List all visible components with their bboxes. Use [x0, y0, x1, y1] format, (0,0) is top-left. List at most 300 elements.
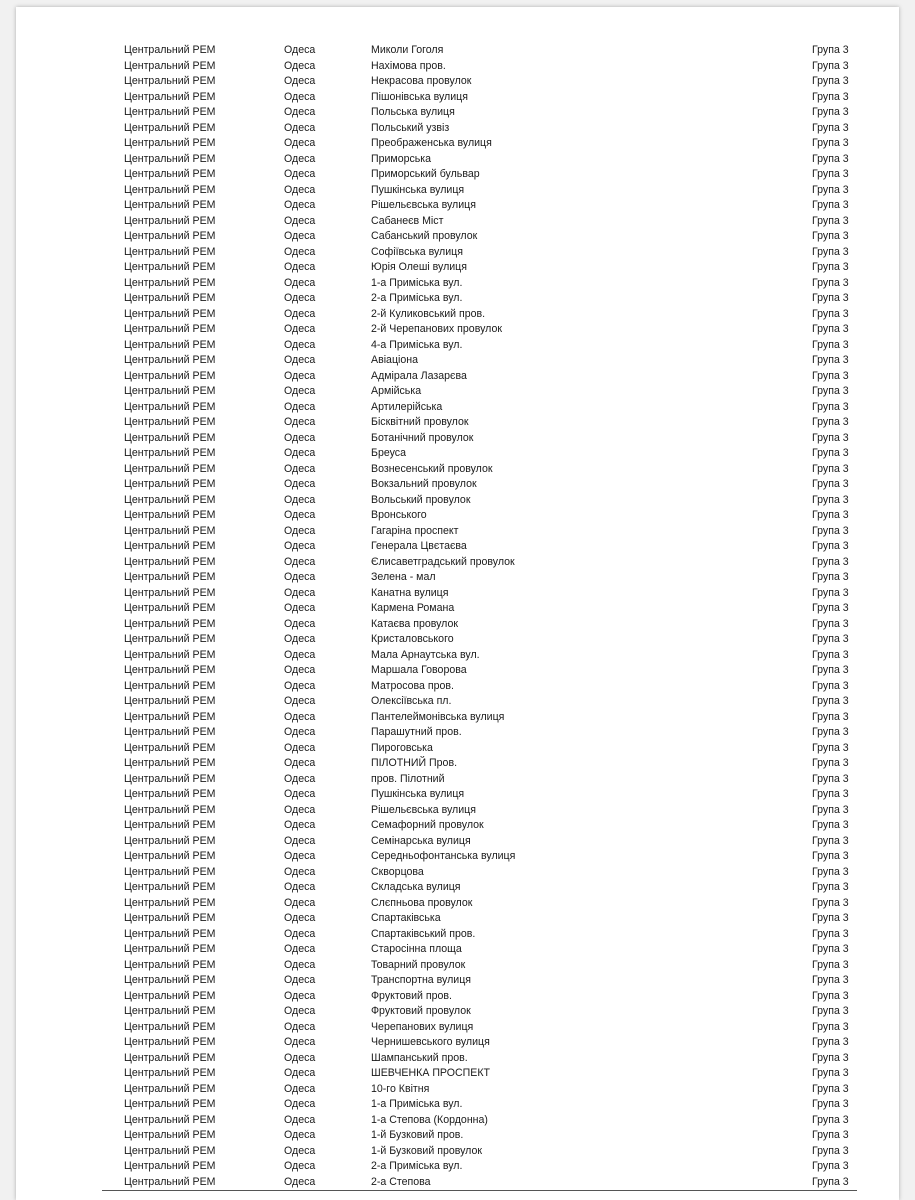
group-cell: Група 3	[812, 509, 849, 521]
city-cell: Одеса	[284, 369, 316, 382]
street-cell: Вознесенський провулок	[371, 462, 493, 475]
city-cell: Одеса	[284, 292, 316, 304]
group-cell: Група 3	[812, 974, 849, 986]
city-cell: Одеса	[284, 214, 316, 227]
group-cell: Група 3	[812, 323, 849, 335]
district-cell: Центральний РЕМ	[124, 1051, 216, 1064]
city-cell: Одеса	[284, 757, 316, 769]
street-cell: Фруктовий пров.	[371, 989, 452, 1002]
street-cell: 1-а Степова (Кордонна)	[371, 1113, 488, 1126]
district-cell: Центральний РЕМ	[124, 44, 216, 56]
table-row	[16, 803, 899, 819]
street-cell: 1-й Бузковий пров.	[371, 1129, 464, 1141]
district-cell: Центральний РЕМ	[124, 245, 216, 258]
city-cell: Одеса	[284, 354, 316, 366]
city-cell: Одеса	[284, 230, 316, 242]
district-cell: Центральний РЕМ	[124, 834, 216, 847]
street-cell: Сабанський провулок	[371, 230, 478, 242]
district-cell: Центральний РЕМ	[124, 447, 216, 459]
city-cell: Одеса	[284, 726, 316, 738]
group-cell: Група 3	[812, 261, 849, 273]
city-cell: Одеса	[284, 555, 316, 568]
group-cell: Група 3	[812, 183, 849, 196]
group-cell: Група 3	[812, 834, 849, 847]
district-cell: Центральний РЕМ	[124, 59, 216, 72]
city-cell: Одеса	[284, 1160, 316, 1172]
street-cell: Нахімова пров.	[371, 59, 446, 72]
group-cell: Група 3	[812, 617, 849, 630]
city-cell: Одеса	[284, 121, 316, 134]
city-cell: Одеса	[284, 75, 316, 87]
street-cell: Миколи Гоголя	[371, 44, 444, 56]
table-row	[16, 353, 899, 369]
table-row	[16, 725, 899, 741]
street-cell: 1-й Бузковий провулок	[371, 1144, 483, 1157]
street-cell: Пішонівська вулиця	[371, 90, 468, 103]
city-cell: Одеса	[284, 323, 316, 335]
city-cell: Одеса	[284, 431, 316, 444]
street-cell: Мала Арнаутська вул.	[371, 648, 480, 661]
district-cell: Центральний РЕМ	[124, 276, 216, 289]
city-cell: Одеса	[284, 850, 316, 862]
group-cell: Група 3	[812, 788, 849, 800]
table-row	[16, 942, 899, 958]
district-cell: Центральний РЕМ	[124, 261, 216, 273]
district-cell: Центральний РЕМ	[124, 385, 216, 397]
table-row	[16, 214, 899, 230]
street-cell: 1-а Приміська вул.	[371, 1098, 463, 1110]
group-cell: Група 3	[812, 540, 849, 552]
district-cell: Центральний РЕМ	[124, 106, 216, 118]
group-cell: Група 3	[812, 633, 849, 645]
district-cell: Центральний РЕМ	[124, 912, 216, 924]
street-cell: Спартаківська	[371, 912, 441, 924]
city-cell: Одеса	[284, 1005, 316, 1017]
table-row	[16, 539, 899, 555]
district-cell: Центральний РЕМ	[124, 478, 216, 490]
city-cell: Одеса	[284, 1113, 316, 1126]
district-cell: Центральний РЕМ	[124, 865, 216, 878]
group-cell: Група 3	[812, 369, 849, 382]
city-cell: Одеса	[284, 261, 316, 273]
table-row	[16, 818, 899, 834]
city-cell: Одеса	[284, 819, 316, 831]
district-cell: Центральний РЕМ	[124, 648, 216, 661]
district-cell: Центральний РЕМ	[124, 1098, 216, 1110]
table-row	[16, 1004, 899, 1020]
district-cell: Центральний РЕМ	[124, 369, 216, 382]
district-cell: Центральний РЕМ	[124, 1067, 216, 1079]
city-cell: Одеса	[284, 509, 316, 521]
table-row	[16, 694, 899, 710]
table-row	[16, 90, 899, 106]
street-cell: Приморська	[371, 152, 432, 165]
table-row	[16, 648, 899, 664]
table-row	[16, 493, 899, 509]
street-cell: Канатна вулиця	[371, 586, 449, 599]
street-cell: Єлисаветградський провулок	[371, 555, 515, 568]
district-cell: Центральний РЕМ	[124, 230, 216, 242]
city-cell: Одеса	[284, 1051, 316, 1064]
district-cell: Центральний РЕМ	[124, 214, 216, 227]
group-cell: Група 3	[812, 1005, 849, 1017]
table-row	[16, 1066, 899, 1082]
table-row	[16, 508, 899, 524]
city-cell: Одеса	[284, 912, 316, 924]
table-row	[16, 307, 899, 323]
group-cell: Група 3	[812, 865, 849, 878]
schedule-table	[16, 43, 899, 1190]
district-cell: Центральний РЕМ	[124, 695, 216, 707]
city-cell: Одеса	[284, 1082, 316, 1095]
street-cell: 2-й Куликовський пров.	[371, 307, 486, 320]
district-cell: Центральний РЕМ	[124, 819, 216, 831]
street-cell: Юрія Олеші вулиця	[371, 261, 467, 273]
district-cell: Центральний РЕМ	[124, 974, 216, 986]
district-cell: Центральний РЕМ	[124, 1175, 216, 1188]
street-cell: Софіївська вулиця	[371, 245, 463, 258]
group-cell: Група 3	[812, 772, 849, 785]
group-cell: Група 3	[812, 896, 849, 909]
table-row	[16, 59, 899, 75]
city-cell: Одеса	[284, 927, 316, 940]
city-cell: Одеса	[284, 1175, 316, 1188]
table-row	[16, 710, 899, 726]
city-cell: Одеса	[284, 1020, 316, 1033]
table-row	[16, 586, 899, 602]
table-row	[16, 446, 899, 462]
district-cell: Центральний РЕМ	[124, 958, 216, 971]
group-cell: Група 3	[812, 648, 849, 661]
group-cell: Група 3	[812, 1051, 849, 1064]
city-cell: Одеса	[284, 1067, 316, 1079]
table-row	[16, 167, 899, 183]
district-cell: Центральний РЕМ	[124, 1005, 216, 1017]
group-cell: Група 3	[812, 354, 849, 366]
table-row	[16, 741, 899, 757]
city-cell: Одеса	[284, 881, 316, 893]
table-row	[16, 896, 899, 912]
city-cell: Одеса	[284, 989, 316, 1002]
district-cell: Центральний РЕМ	[124, 803, 216, 816]
bottom-rule	[102, 1190, 857, 1191]
district-cell: Центральний РЕМ	[124, 927, 216, 940]
street-cell: Фруктовий провулок	[371, 1005, 471, 1017]
group-cell: Група 3	[812, 121, 849, 134]
district-cell: Центральний РЕМ	[124, 555, 216, 568]
city-cell: Одеса	[284, 695, 316, 707]
group-cell: Група 3	[812, 555, 849, 568]
table-row	[16, 958, 899, 974]
table-row	[16, 229, 899, 245]
table-row	[16, 927, 899, 943]
city-cell: Одеса	[284, 664, 316, 676]
district-cell: Центральний РЕМ	[124, 1113, 216, 1126]
street-cell: Бісквітний провулок	[371, 416, 469, 428]
city-cell: Одеса	[284, 59, 316, 72]
street-cell: Авіаціона	[371, 354, 418, 366]
table-row	[16, 570, 899, 586]
table-row	[16, 1051, 899, 1067]
group-cell: Група 3	[812, 214, 849, 227]
table-row	[16, 338, 899, 354]
city-cell: Одеса	[284, 168, 316, 180]
city-cell: Одеса	[284, 540, 316, 552]
group-cell: Група 3	[812, 199, 849, 211]
group-cell: Група 3	[812, 152, 849, 165]
group-cell: Група 3	[812, 1160, 849, 1172]
group-cell: Група 3	[812, 1113, 849, 1126]
document-page	[16, 7, 899, 1200]
district-cell: Центральний РЕМ	[124, 881, 216, 893]
group-cell: Група 3	[812, 1129, 849, 1141]
city-cell: Одеса	[284, 803, 316, 816]
district-cell: Центральний РЕМ	[124, 1036, 216, 1048]
street-cell: Спартаківський пров.	[371, 927, 476, 940]
group-cell: Група 3	[812, 602, 849, 614]
table-row	[16, 152, 899, 168]
table-row	[16, 74, 899, 90]
street-cell: Рішельєвська вулиця	[371, 803, 476, 816]
table-row	[16, 787, 899, 803]
street-cell: Приморський бульвар	[371, 168, 480, 180]
city-cell: Одеса	[284, 524, 316, 537]
street-cell: Маршала Говорова	[371, 664, 467, 676]
city-cell: Одеса	[284, 183, 316, 196]
district-cell: Центральний РЕМ	[124, 586, 216, 599]
district-cell: Центральний РЕМ	[124, 183, 216, 196]
group-cell: Група 3	[812, 44, 849, 56]
city-cell: Одеса	[284, 710, 316, 723]
table-row	[16, 679, 899, 695]
table-row	[16, 1175, 899, 1191]
group-cell: Група 3	[812, 106, 849, 118]
district-cell: Центральний РЕМ	[124, 90, 216, 103]
district-cell: Центральний РЕМ	[124, 152, 216, 165]
group-cell: Група 3	[812, 710, 849, 723]
group-cell: Група 3	[812, 943, 849, 955]
group-cell: Група 3	[812, 958, 849, 971]
table-row	[16, 1144, 899, 1160]
table-row	[16, 245, 899, 261]
group-cell: Група 3	[812, 478, 849, 490]
street-cell: Чернишевського вулиця	[371, 1036, 490, 1048]
group-cell: Група 3	[812, 912, 849, 924]
street-cell: Бреуса	[371, 447, 406, 459]
table-row	[16, 477, 899, 493]
street-cell: 2-й Черепанових провулок	[371, 323, 502, 335]
street-cell: 1-а Приміська вул.	[371, 276, 463, 289]
street-cell: Катаєва провулок	[371, 617, 459, 630]
group-cell: Група 3	[812, 431, 849, 444]
group-cell: Група 3	[812, 989, 849, 1002]
city-cell: Одеса	[284, 958, 316, 971]
city-cell: Одеса	[284, 276, 316, 289]
street-cell: Скворцова	[371, 865, 424, 878]
group-cell: Група 3	[812, 881, 849, 893]
district-cell: Центральний РЕМ	[124, 431, 216, 444]
district-cell: Центральний РЕМ	[124, 633, 216, 645]
district-cell: Центральний РЕМ	[124, 509, 216, 521]
district-cell: Центральний РЕМ	[124, 416, 216, 428]
table-row	[16, 322, 899, 338]
table-row	[16, 43, 899, 59]
city-cell: Одеса	[284, 493, 316, 506]
street-cell: ПІЛОТНИЙ Пров.	[371, 757, 458, 769]
table-row	[16, 865, 899, 881]
table-row	[16, 632, 899, 648]
district-cell: Центральний РЕМ	[124, 75, 216, 87]
group-cell: Група 3	[812, 664, 849, 676]
table-row	[16, 1082, 899, 1098]
table-row	[16, 756, 899, 772]
table-row	[16, 555, 899, 571]
street-cell: Вольський провулок	[371, 493, 471, 506]
group-cell: Група 3	[812, 1144, 849, 1157]
table-row	[16, 1113, 899, 1129]
street-cell: Генерала Цвєтаєва	[371, 540, 467, 552]
city-cell: Одеса	[284, 416, 316, 428]
group-cell: Група 3	[812, 137, 849, 149]
table-row	[16, 384, 899, 400]
table-row	[16, 291, 899, 307]
city-cell: Одеса	[284, 571, 316, 583]
street-cell: Семінарська вулиця	[371, 834, 471, 847]
district-cell: Центральний РЕМ	[124, 679, 216, 692]
group-cell: Група 3	[812, 524, 849, 537]
group-cell: Група 3	[812, 1082, 849, 1095]
district-cell: Центральний РЕМ	[124, 989, 216, 1002]
street-cell: Гагаріна проспект	[371, 524, 459, 537]
group-cell: Група 3	[812, 679, 849, 692]
city-cell: Одеса	[284, 586, 316, 599]
district-cell: Центральний РЕМ	[124, 462, 216, 475]
table-row	[16, 462, 899, 478]
district-cell: Центральний РЕМ	[124, 602, 216, 614]
district-cell: Центральний РЕМ	[124, 1020, 216, 1033]
street-cell: Рішельєвська вулиця	[371, 199, 476, 211]
district-cell: Центральний РЕМ	[124, 850, 216, 862]
group-cell: Група 3	[812, 385, 849, 397]
street-cell: Парашутний пров.	[371, 726, 462, 738]
group-cell: Група 3	[812, 493, 849, 506]
city-cell: Одеса	[284, 741, 316, 754]
table-row	[16, 880, 899, 896]
table-row	[16, 1097, 899, 1113]
street-cell: Пантелеймонівська вулиця	[371, 710, 505, 723]
group-cell: Група 3	[812, 75, 849, 87]
group-cell: Група 3	[812, 571, 849, 583]
city-cell: Одеса	[284, 199, 316, 211]
group-cell: Група 3	[812, 741, 849, 754]
district-cell: Центральний РЕМ	[124, 896, 216, 909]
city-cell: Одеса	[284, 90, 316, 103]
street-cell: Артилерійська	[371, 400, 443, 413]
district-cell: Центральний РЕМ	[124, 1129, 216, 1141]
city-cell: Одеса	[284, 245, 316, 258]
district-cell: Центральний РЕМ	[124, 307, 216, 320]
district-cell: Центральний РЕМ	[124, 943, 216, 955]
street-cell: 10-го Квітня	[371, 1082, 430, 1095]
district-cell: Центральний РЕМ	[124, 199, 216, 211]
street-cell: Пироговська	[371, 741, 433, 754]
district-cell: Центральний РЕМ	[124, 772, 216, 785]
group-cell: Група 3	[812, 400, 849, 413]
group-cell: Група 3	[812, 586, 849, 599]
table-row	[16, 198, 899, 214]
street-cell: 2-а Приміська вул.	[371, 292, 463, 304]
street-cell: Адмірала Лазарєва	[371, 369, 467, 382]
group-cell: Група 3	[812, 1020, 849, 1033]
group-cell: Група 3	[812, 819, 849, 831]
table-row	[16, 849, 899, 865]
district-cell: Центральний РЕМ	[124, 741, 216, 754]
city-cell: Одеса	[284, 338, 316, 351]
street-cell: Зелена - мал	[371, 571, 436, 583]
street-cell: Слєпньова провулок	[371, 896, 473, 909]
city-cell: Одеса	[284, 1144, 316, 1157]
table-row	[16, 524, 899, 540]
street-cell: 4-а Приміська вул.	[371, 338, 463, 351]
table-row	[16, 772, 899, 788]
city-cell: Одеса	[284, 679, 316, 692]
city-cell: Одеса	[284, 462, 316, 475]
group-cell: Група 3	[812, 1098, 849, 1110]
table-row	[16, 136, 899, 152]
group-cell: Група 3	[812, 803, 849, 816]
table-row	[16, 1035, 899, 1051]
table-row	[16, 415, 899, 431]
district-cell: Центральний РЕМ	[124, 524, 216, 537]
district-cell: Центральний РЕМ	[124, 664, 216, 676]
district-cell: Центральний РЕМ	[124, 168, 216, 180]
district-cell: Центральний РЕМ	[124, 292, 216, 304]
street-cell: Олексіївська пл.	[371, 695, 452, 707]
table-row	[16, 1128, 899, 1144]
city-cell: Одеса	[284, 772, 316, 785]
street-cell: 2-а Приміська вул.	[371, 1160, 463, 1172]
district-cell: Центральний РЕМ	[124, 1082, 216, 1095]
street-cell: Кристаловського	[371, 633, 454, 645]
street-cell: Вокзальний провулок	[371, 478, 477, 490]
street-cell: Черепанових вулиця	[371, 1020, 474, 1033]
street-cell: Матросова пров.	[371, 679, 454, 692]
group-cell: Група 3	[812, 695, 849, 707]
group-cell: Група 3	[812, 726, 849, 738]
street-cell: Вронського	[371, 509, 427, 521]
district-cell: Центральний РЕМ	[124, 1144, 216, 1157]
group-cell: Група 3	[812, 1175, 849, 1188]
city-cell: Одеса	[284, 137, 316, 149]
city-cell: Одеса	[284, 106, 316, 118]
city-cell: Одеса	[284, 385, 316, 397]
group-cell: Група 3	[812, 1036, 849, 1048]
group-cell: Група 3	[812, 462, 849, 475]
city-cell: Одеса	[284, 648, 316, 661]
street-cell: Польський узвіз	[371, 121, 450, 134]
city-cell: Одеса	[284, 943, 316, 955]
street-cell: Шампанський пров.	[371, 1051, 468, 1064]
table-row	[16, 617, 899, 633]
city-cell: Одеса	[284, 602, 316, 614]
street-cell: Пушкінська вулиця	[371, 183, 465, 196]
table-row	[16, 973, 899, 989]
district-cell: Центральний РЕМ	[124, 540, 216, 552]
city-cell: Одеса	[284, 478, 316, 490]
district-cell: Центральний РЕМ	[124, 137, 216, 149]
group-cell: Група 3	[812, 416, 849, 428]
table-row	[16, 369, 899, 385]
